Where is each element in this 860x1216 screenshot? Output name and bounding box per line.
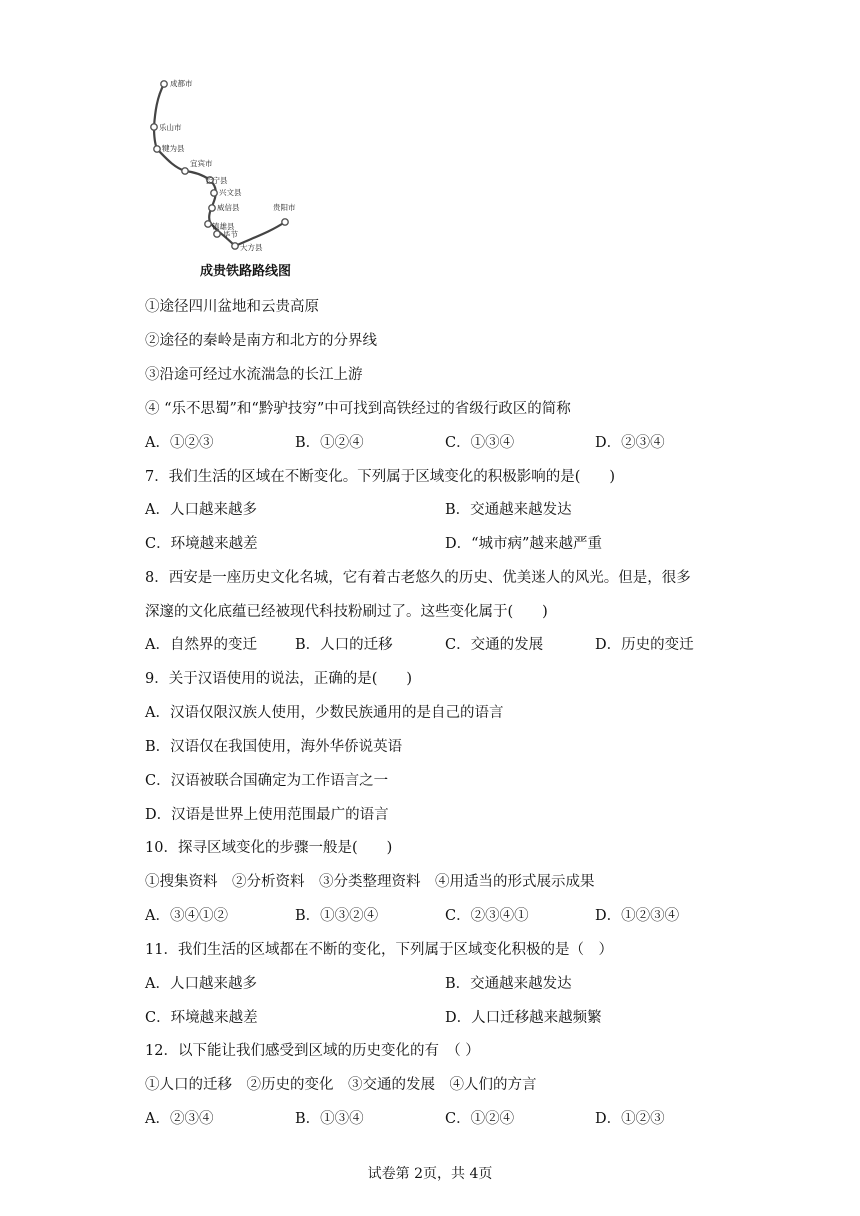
option-b: B．①③②④	[295, 908, 379, 924]
railway-route-map	[145, 72, 320, 258]
statements: ①人口的迁移 ②历史的变化 ③交通的发展 ④人们的方言	[145, 1077, 537, 1093]
option-d: D．历史的变迁	[595, 637, 694, 653]
option-d: D．人口迁移越来越频繁	[445, 1010, 602, 1026]
option-a: A．人口越来越多	[145, 976, 257, 992]
station-label: 贵阳市	[273, 203, 296, 212]
station-label: 大方县	[240, 243, 263, 252]
statement: ①途径四川盆地和云贵高原	[145, 299, 319, 315]
map-caption: 成贵铁路路线图	[200, 264, 292, 279]
statements: ①搜集资料 ②分析资料 ③分类整理资料 ④用适当的形式展示成果	[145, 874, 595, 890]
option-a: A．②③④	[145, 1111, 214, 1127]
station-label: 成都市	[170, 79, 193, 88]
page-footer: 试卷第 2页，共 4页	[367, 1166, 493, 1182]
station-label: 宜宾市	[190, 159, 213, 168]
option-d: D．①②③④	[595, 908, 680, 924]
option-c: C．①②④	[445, 1111, 515, 1127]
station-label: 镇雄县	[212, 222, 235, 231]
statement: ②途径的秦岭是南方和北方的分界线	[145, 333, 377, 349]
question-stem: 9．关于汉语使用的说法，正确的是( )	[145, 671, 413, 687]
option-b: B．①②④	[295, 435, 364, 451]
option-a: A．人口越来越多	[145, 502, 257, 518]
option-c: C．环境越来越差	[145, 1010, 258, 1026]
question-stem: 7．我们生活的区域在不断变化。下列属于区域变化的积极影响的是( )	[145, 469, 616, 485]
option-c: C．交通的发展	[445, 637, 544, 653]
station-label: 长宁县	[205, 176, 228, 185]
option-d: D．汉语是世界上使用范围最广的语言	[145, 807, 389, 823]
option-c: C．①③④	[445, 435, 515, 451]
statement: ④ “乐不思蜀”和“黔驴技穷”中可找到高铁经过的省级行政区的简称	[145, 401, 571, 417]
question-stem: 10．探寻区域变化的步骤一般是( )	[145, 840, 393, 856]
station-label: 犍为县	[162, 144, 185, 153]
option-a: A．自然界的变迁	[145, 637, 257, 653]
option-c: C．环境越来越差	[145, 536, 258, 552]
option-d: D．②③④	[595, 435, 665, 451]
question-stem: 12．以下能让我们感受到区域的历史变化的有 （ ）	[145, 1043, 480, 1059]
question-stem: 11．我们生活的区域都在不断的变化，下列属于区域变化积极的是（ ）	[145, 942, 613, 958]
option-b: B．汉语仅在我国使用，海外华侨说英语	[145, 739, 403, 755]
station-label: 乐山市	[159, 123, 182, 132]
question-stem-continued: 深邃的文化底蕴已经被现代科技粉刷过了。这些变化属于( )	[145, 604, 548, 620]
option-b: B．①③④	[295, 1111, 364, 1127]
station-label: 兴文县	[219, 188, 242, 197]
question-stem: 8．西安是一座历史文化名城，它有着古老悠久的历史、优美迷人的风光。但是，很多	[145, 570, 691, 586]
option-a: A．汉语仅限汉族人使用，少数民族通用的是自己的语言	[145, 705, 504, 721]
station-label: 毕节	[223, 230, 238, 239]
station-label: 威信县	[217, 203, 240, 212]
option-b: B．交通越来越发达	[445, 502, 572, 518]
statement: ③沿途可经过水流湍急的长江上游	[145, 367, 363, 383]
option-c: C．汉语被联合国确定为工作语言之一	[145, 773, 389, 789]
option-a: A．③④①②	[145, 908, 228, 924]
option-a: A．①②③	[145, 435, 214, 451]
option-d: D．①②③	[595, 1111, 665, 1127]
option-d: D．“城市病”越来越严重	[445, 536, 602, 552]
option-b: B．人口的迁移	[295, 637, 393, 653]
option-b: B．交通越来越发达	[445, 976, 572, 992]
option-c: C．②③④①	[445, 908, 529, 924]
